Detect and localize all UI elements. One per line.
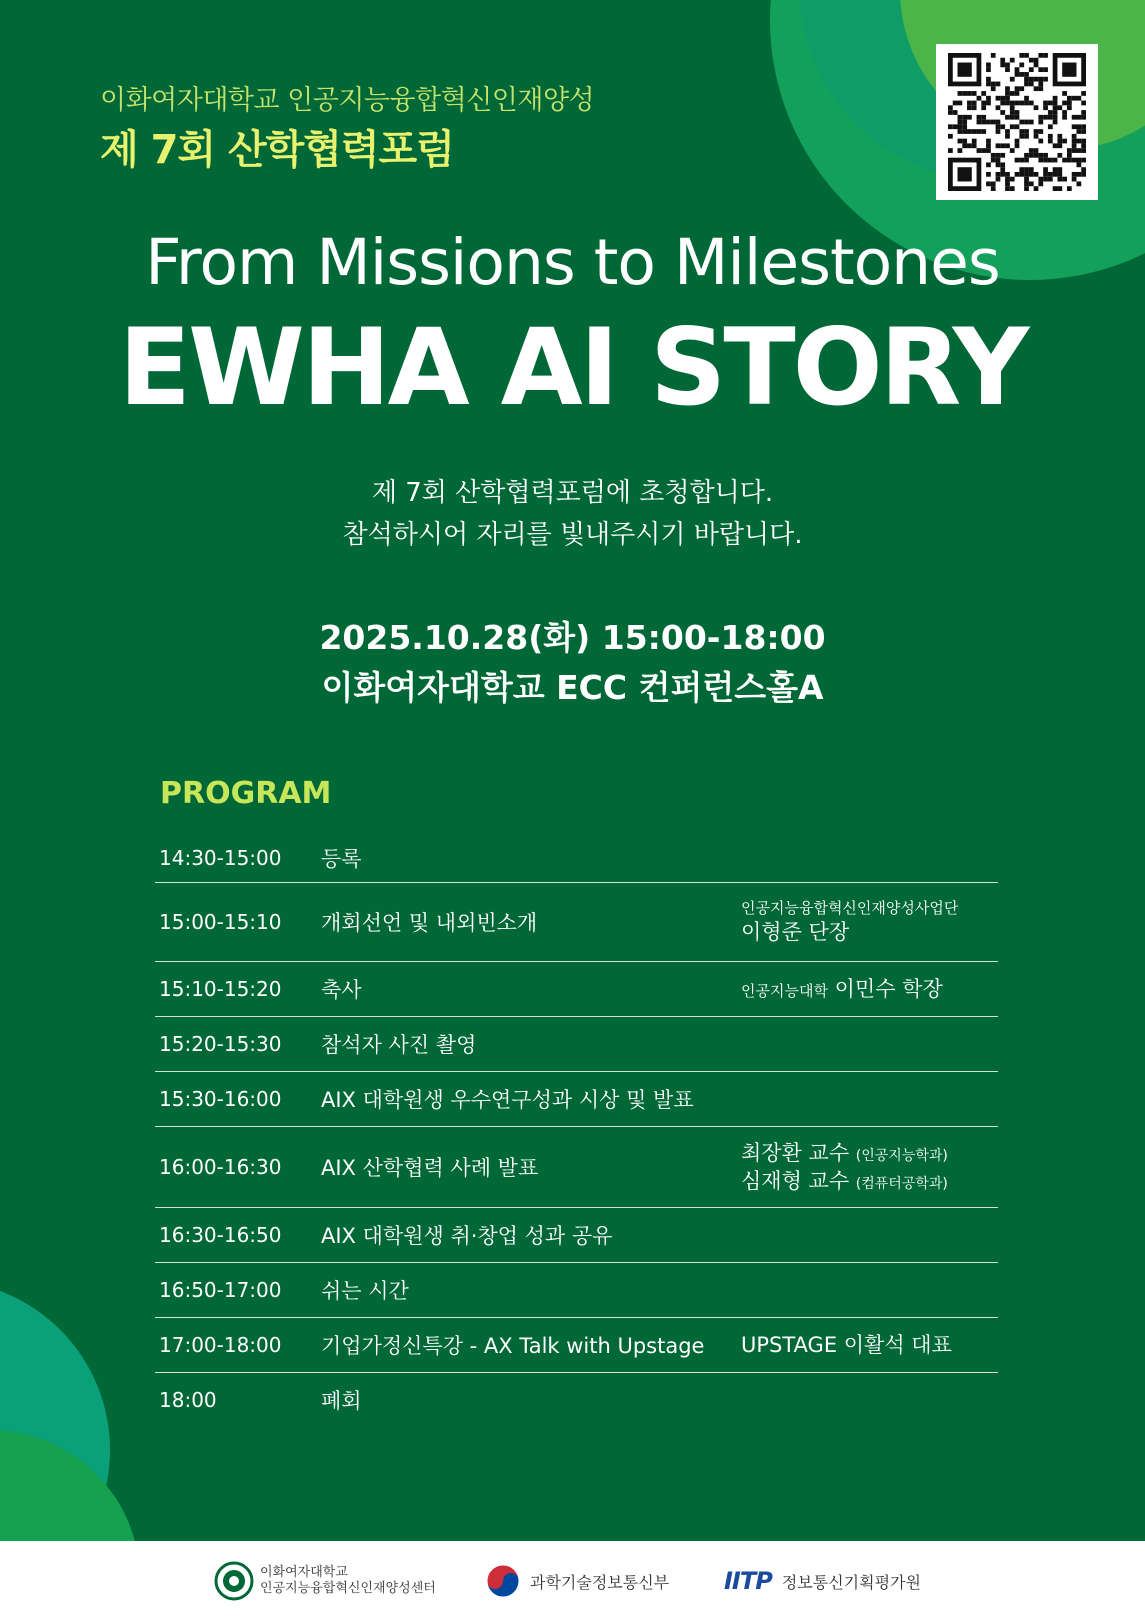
program-item: 폐회: [321, 1389, 362, 1413]
program-item: AIX 산학협력 사례 발표: [321, 1156, 539, 1180]
program-row: [155, 1208, 998, 1263]
ewha-emblem-icon: [214, 1561, 254, 1601]
speaker-dept: (인공지능학과): [855, 1147, 948, 1164]
ewha-name: 이화여자대학교: [260, 1564, 348, 1580]
qr-code[interactable]: [936, 44, 1098, 200]
speaker-name: 심재형 교수: [741, 1169, 850, 1193]
program-time: 15:30-16:00: [159, 1087, 282, 1111]
footer: [0, 1541, 1145, 1621]
program-item: 기업가정신특강 - AX Talk with Upstage: [321, 1334, 705, 1358]
ministry-logo-group: [484, 1541, 669, 1621]
program-row: [155, 1263, 998, 1318]
iitp-logo-group: [724, 1541, 921, 1621]
ewha-center-name: 인공지능융합혁신인재양성센터: [260, 1581, 436, 1596]
invitation-line: 참석하시어 자리를 빛내주시기 바랍니다.: [342, 520, 803, 550]
program-row: [155, 883, 998, 962]
program-speaker: [741, 898, 998, 947]
headline-tagline: From Missions to Milestones: [145, 226, 1000, 299]
ewha-logo-group: [214, 1541, 436, 1621]
program-row: [155, 1318, 998, 1373]
program-time: 15:20-15:30: [159, 1032, 282, 1056]
speaker-dept: (컴퓨터공학과): [855, 1176, 948, 1192]
organizer-title: 이화여자대학교 인공지능융합혁신인재양성: [100, 85, 595, 116]
program-time: 16:00-16:30: [159, 1155, 282, 1179]
speaker-org: 인공지능대학: [741, 981, 828, 1000]
program-item: 쉬는 시간: [321, 1279, 409, 1303]
program-speaker: [741, 1331, 998, 1359]
program-item: 개회선언 및 내외빈소개: [321, 911, 538, 935]
speaker-name: 이형준 단장: [741, 919, 850, 944]
event-datetime: 2025.10.28(화) 15:00-18:00: [319, 618, 826, 657]
program-row: [155, 962, 998, 1017]
program-time: 18:00: [159, 1388, 217, 1412]
program-table: [155, 834, 998, 1427]
program-item: 등록: [321, 847, 362, 871]
program-row: [155, 834, 998, 883]
program-time: 16:30-16:50: [159, 1223, 282, 1247]
program-speaker: [741, 1139, 998, 1196]
program-label: PROGRAM: [160, 776, 332, 811]
program-item: 축사: [321, 978, 362, 1002]
event-venue: 이화여자대학교 ECC 컨퍼런스홀A: [321, 668, 824, 707]
program-item: AIX 대학원생 취·창업 성과 공유: [321, 1224, 613, 1248]
program-row: [155, 1127, 998, 1208]
iitp-logo: IITP: [724, 1567, 772, 1595]
speaker-name: 이민수 학장: [834, 976, 943, 1001]
program-row: [155, 1017, 998, 1072]
program-time: 14:30-15:00: [159, 846, 282, 870]
program-item: AIX 대학원생 우수연구성과 시상 및 발표: [321, 1088, 694, 1112]
program-time: 17:00-18:00: [159, 1333, 282, 1357]
program-row: [155, 1072, 998, 1127]
forum-title: 제 7회 산학협력포럼: [100, 127, 454, 173]
program-item: 참석자 사진 촬영: [321, 1033, 477, 1057]
program-time: 15:00-15:10: [159, 910, 282, 934]
qr-code-icon: [947, 53, 1087, 191]
program-row: [155, 1373, 998, 1427]
program-time: 15:10-15:20: [159, 977, 282, 1001]
invitation-line: 제 7회 산학협력포럼에 초청합니다.: [371, 478, 774, 508]
speaker-name: 최장환 교수: [741, 1140, 850, 1165]
ministry-name: 과학기술정보통신부: [530, 1572, 670, 1592]
iitp-name: 정보통신기획평가원: [781, 1572, 921, 1592]
program-speaker: [741, 975, 998, 1003]
headline-main: EWHA AI STORY: [118, 306, 1027, 429]
program-time: 16:50-17:00: [159, 1278, 282, 1302]
speaker-org: 인공지능융합혁신인재양성사업단: [741, 898, 959, 917]
speaker-name: UPSTAGE 이활석 대표: [741, 1332, 952, 1357]
taegeuk-icon: [484, 1562, 522, 1600]
